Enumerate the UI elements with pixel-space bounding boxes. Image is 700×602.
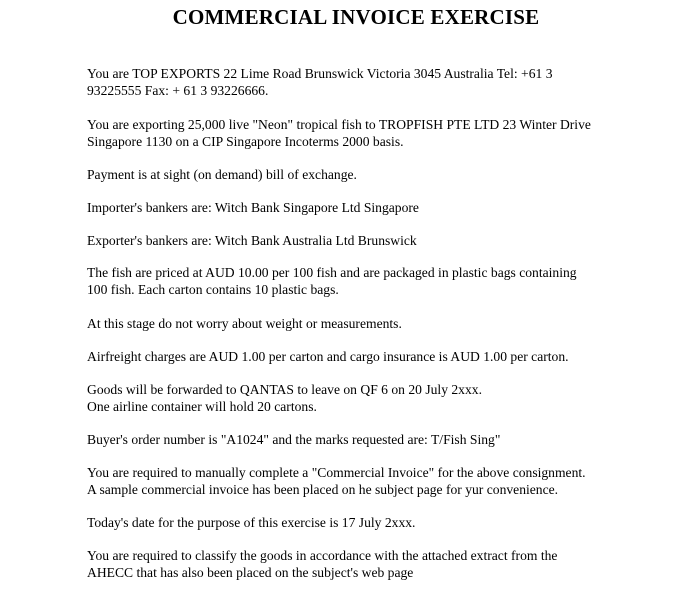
paragraph-line: 100 fish. Each carton contains 10 plastic bags. (87, 281, 339, 297)
paragraph-line: Importer's bankers are: Witch Bank Singapore Ltd Singapore (87, 200, 419, 215)
paragraph-invoice-task (87, 465, 647, 498)
paragraph-line: One airline container will hold 20 cartons. (87, 398, 317, 414)
paragraph-line: Payment is at sight (on demand) bill of exchange. (87, 167, 357, 182)
paragraph-line: At this stage do not worry about weight or measurements. (87, 316, 402, 331)
document-title: COMMERCIAL INVOICE EXERCISE (172, 5, 540, 29)
paragraph-order-marks (87, 432, 647, 449)
paragraph-weight-note (87, 316, 647, 333)
paragraph-line: The fish are priced at AUD 10.00 per 100 fish and are packaged in plastic bags containing (87, 265, 577, 280)
paragraph-line: You are TOP EXPORTS 22 Lime Road Brunswick Victoria 3045 Australia Tel: +61 3 (87, 66, 553, 81)
paragraph-line: You are required to manually complete a "Commercial Invoice" for the above consignment. (87, 465, 586, 480)
paragraph-exporter-bank (87, 233, 647, 250)
paragraph-line: Goods will be forwarded to QANTAS to leave on QF 6 on 20 July 2xxx. (87, 382, 482, 397)
paragraph-line: Exporter's bankers are: Witch Bank Australia Ltd Brunswick (87, 233, 417, 248)
paragraph-line: AHECC that has also been placed on the subject's web page (87, 564, 414, 580)
paragraph-line: Airfreight charges are AUD 1.00 per carton and cargo insurance is AUD 1.00 per carton. (87, 349, 569, 364)
paragraph-payment (87, 167, 647, 184)
paragraph-exporter-details (87, 66, 647, 99)
paragraph-line: Today's date for the purpose of this exercise is 17 July 2xxx. (87, 515, 416, 530)
paragraph-line: You are required to classify the goods in accordance with the attached extract from the (87, 548, 558, 563)
paragraph-line: Buyer's order number is "A1024" and the marks requested are: T/Fish Sing" (87, 432, 501, 447)
paragraph-pricing (87, 265, 647, 298)
paragraph-freight-insurance (87, 349, 647, 366)
paragraph-forwarding (87, 382, 647, 415)
paragraph-line: Singapore 1130 on a CIP Singapore Incoterms 2000 basis. (87, 133, 404, 149)
paragraph-export-terms (87, 117, 647, 150)
paragraph-line: A sample commercial invoice has been placed on he subject page for yur convenience. (87, 481, 559, 497)
paragraph-line: 93225555 Fax: + 61 3 93226666. (87, 82, 269, 98)
paragraph-importer-bank (87, 200, 647, 217)
paragraph-classification (87, 548, 647, 581)
paragraph-line: You are exporting 25,000 live "Neon" tropical fish to TROPFISH PTE LTD 23 Winter Drive (87, 117, 591, 132)
paragraph-date (87, 515, 647, 532)
